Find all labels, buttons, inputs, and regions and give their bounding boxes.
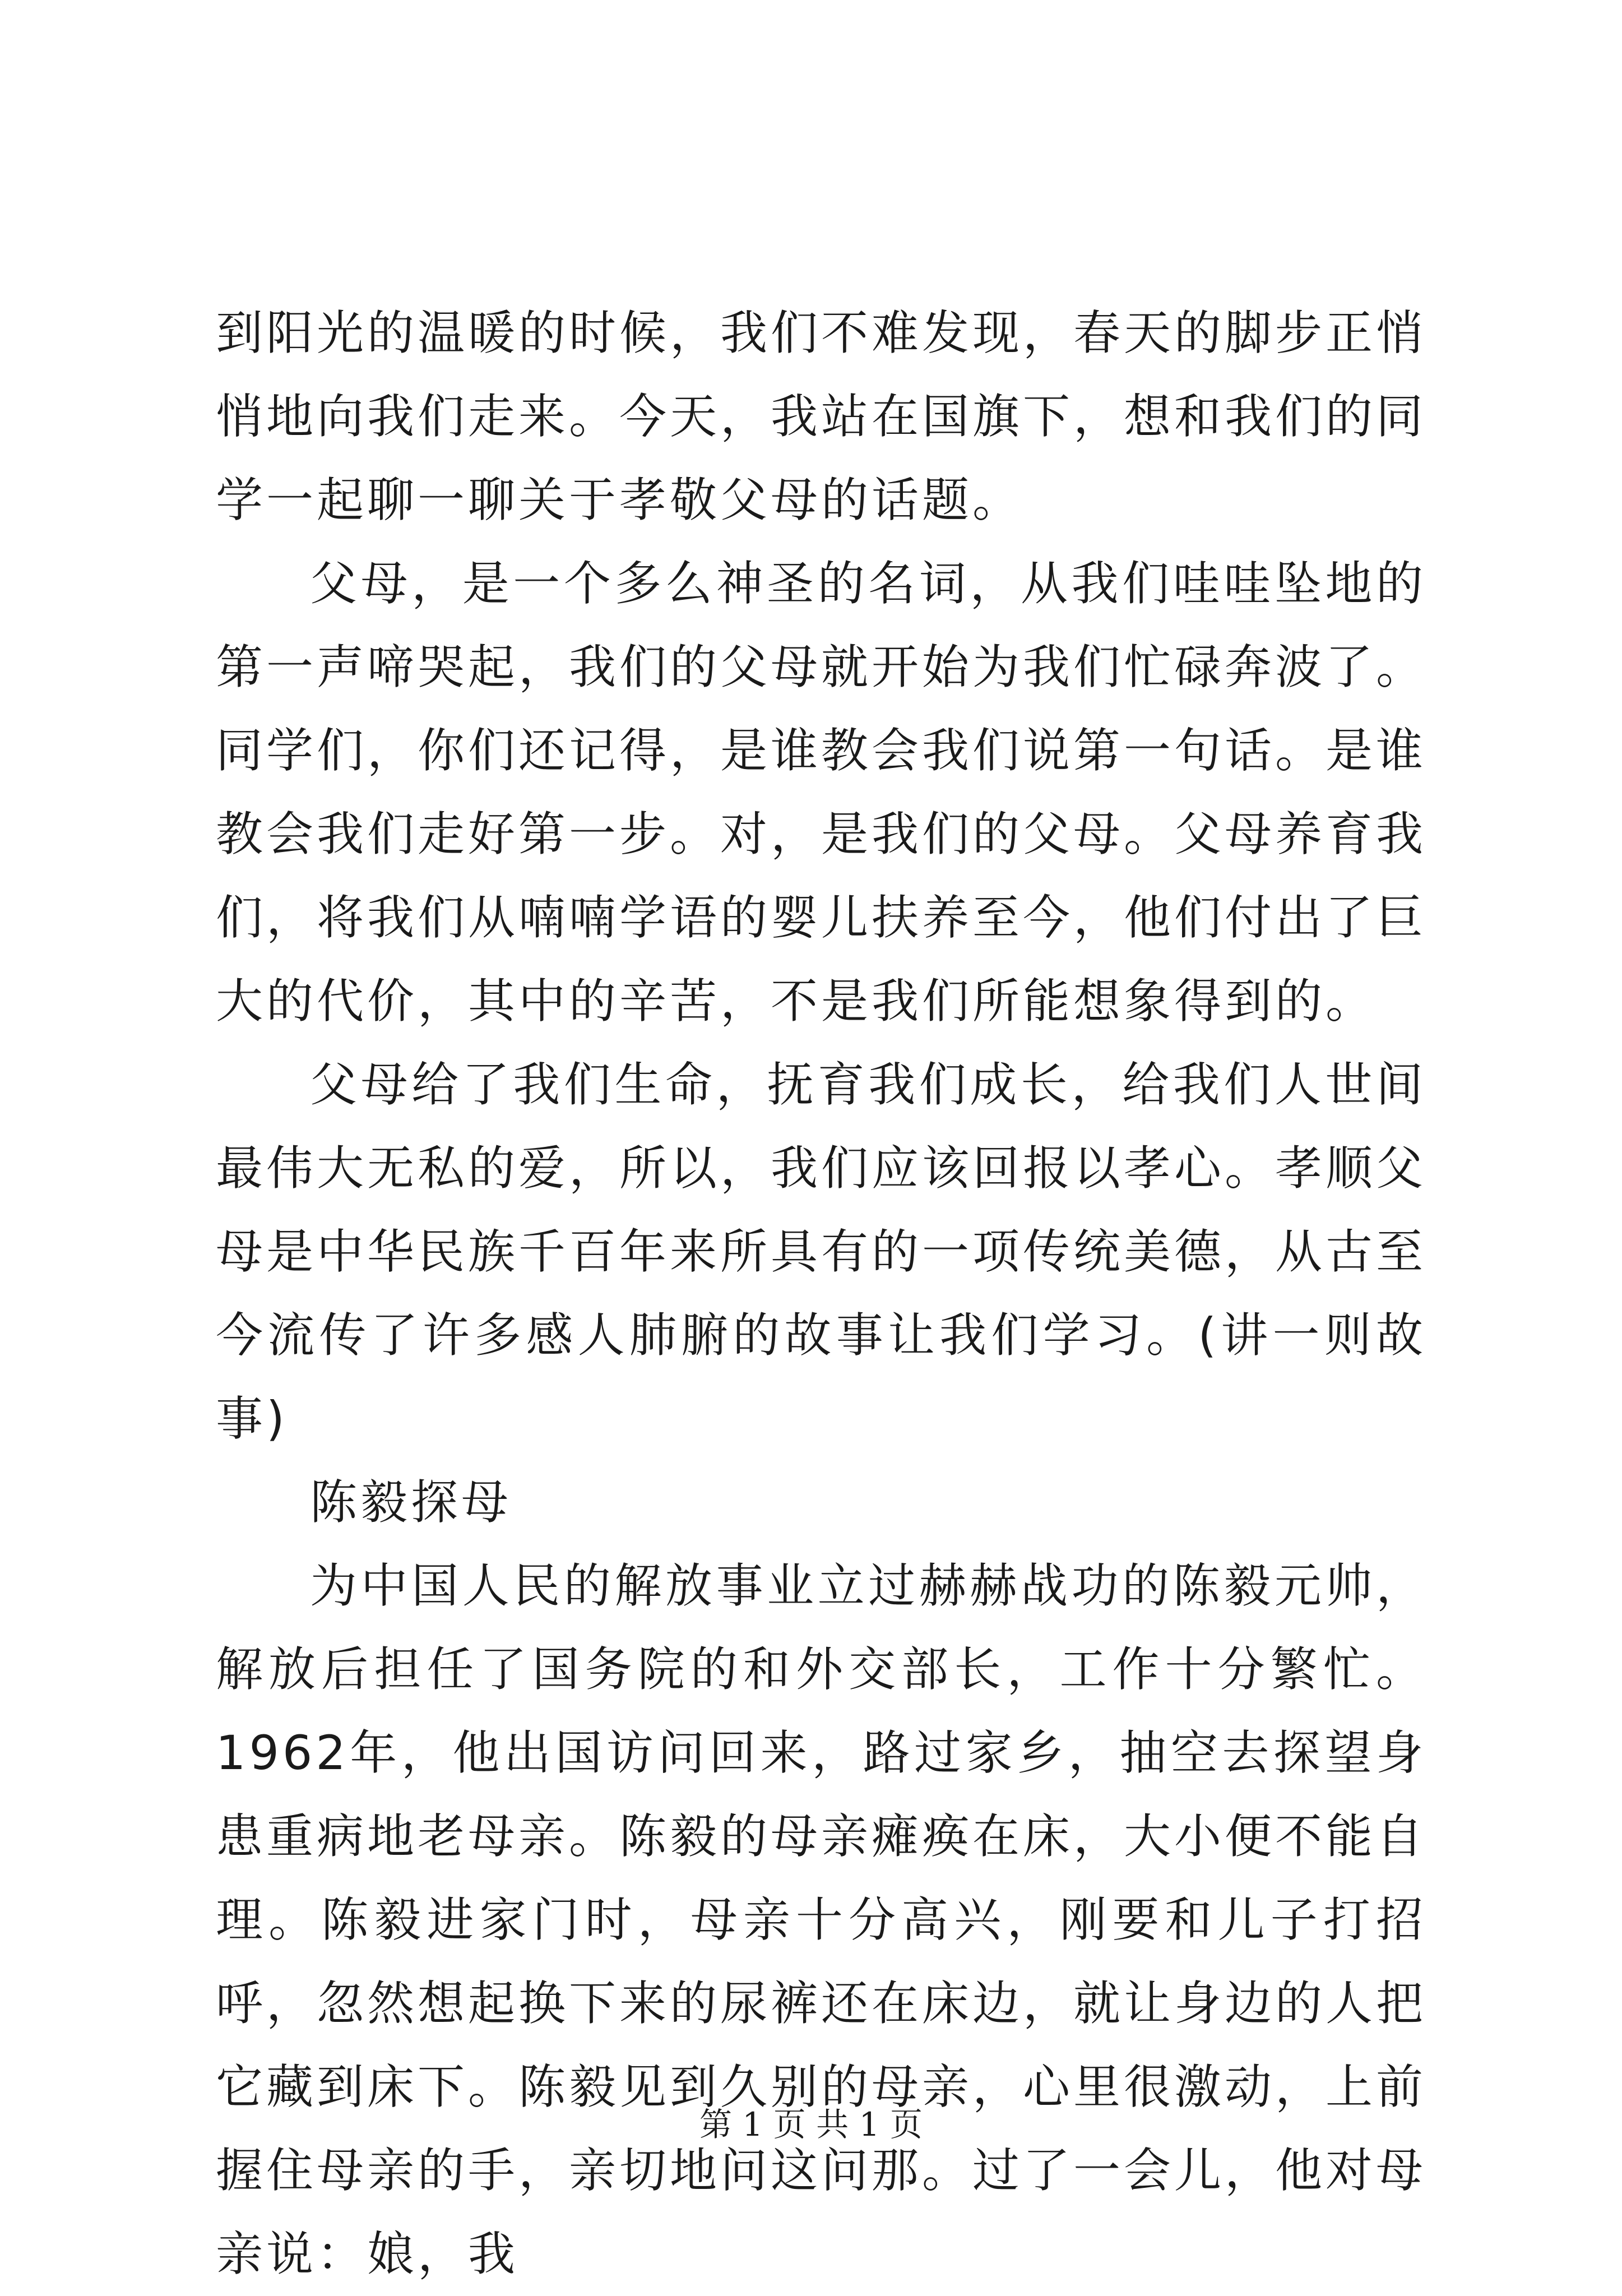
paragraph-filial-piety: 父母给了我们生命，抚育我们成长，给我们人世间最伟大无私的爱，所以，我们应该回报以孝心。孝顺父母是中华民族千百年来所具有的一项传统美德，从古至今流传了许多感人肺腑的故事让我们学习。(讲一则故事) (216, 1057, 1427, 1446)
paragraph-continuation: 到阳光的温暖的时候，我们不难发现，春天的脚步正悄悄地向我们走来。今天，我站在国旗下，想和我们的同学一起聊一聊关于孝敬父母的话题。 (216, 305, 1427, 527)
paragraph-parents: 父母，是一个多么神圣的名词，从我们哇哇坠地的第一声啼哭起，我们的父母就开始为我们忙碌奔波了。同学们，你们还记得，是谁教会我们说第一句话。是谁教会我们走好第一步。对，是我们的父母。父母养育我们，将我们从喃喃学语的婴儿扶养至今，他们付出了巨大的代价，其中的辛苦，不是我们所能想象得到的。 (216, 556, 1427, 1029)
paragraph-story: 为中国人民的解放事业立过赫赫战功的陈毅元帅，解放后担任了国务院的和外交部长，工作十分繁忙。1962年，他出国访问回来，路过家乡，抽空去探望身患重病地老母亲。陈毅的母亲瘫痪在床，大小便不能自理。陈毅进家门时，母亲十分高兴，刚要和儿子打招呼，忽然想起换下来的尿裤还在床边，就让身边的人把它藏到床下。陈毅见到久别的母亲，心里很激动，上前握住母亲的手，亲切地问这问那。过了一会儿，他对母亲说：娘，我 (216, 1558, 1427, 2281)
document-body (216, 291, 1426, 2296)
page-footer: 第 1 页 共 1 页 (699, 2105, 923, 2144)
story-title: 陈毅探母 (310, 1475, 512, 1530)
